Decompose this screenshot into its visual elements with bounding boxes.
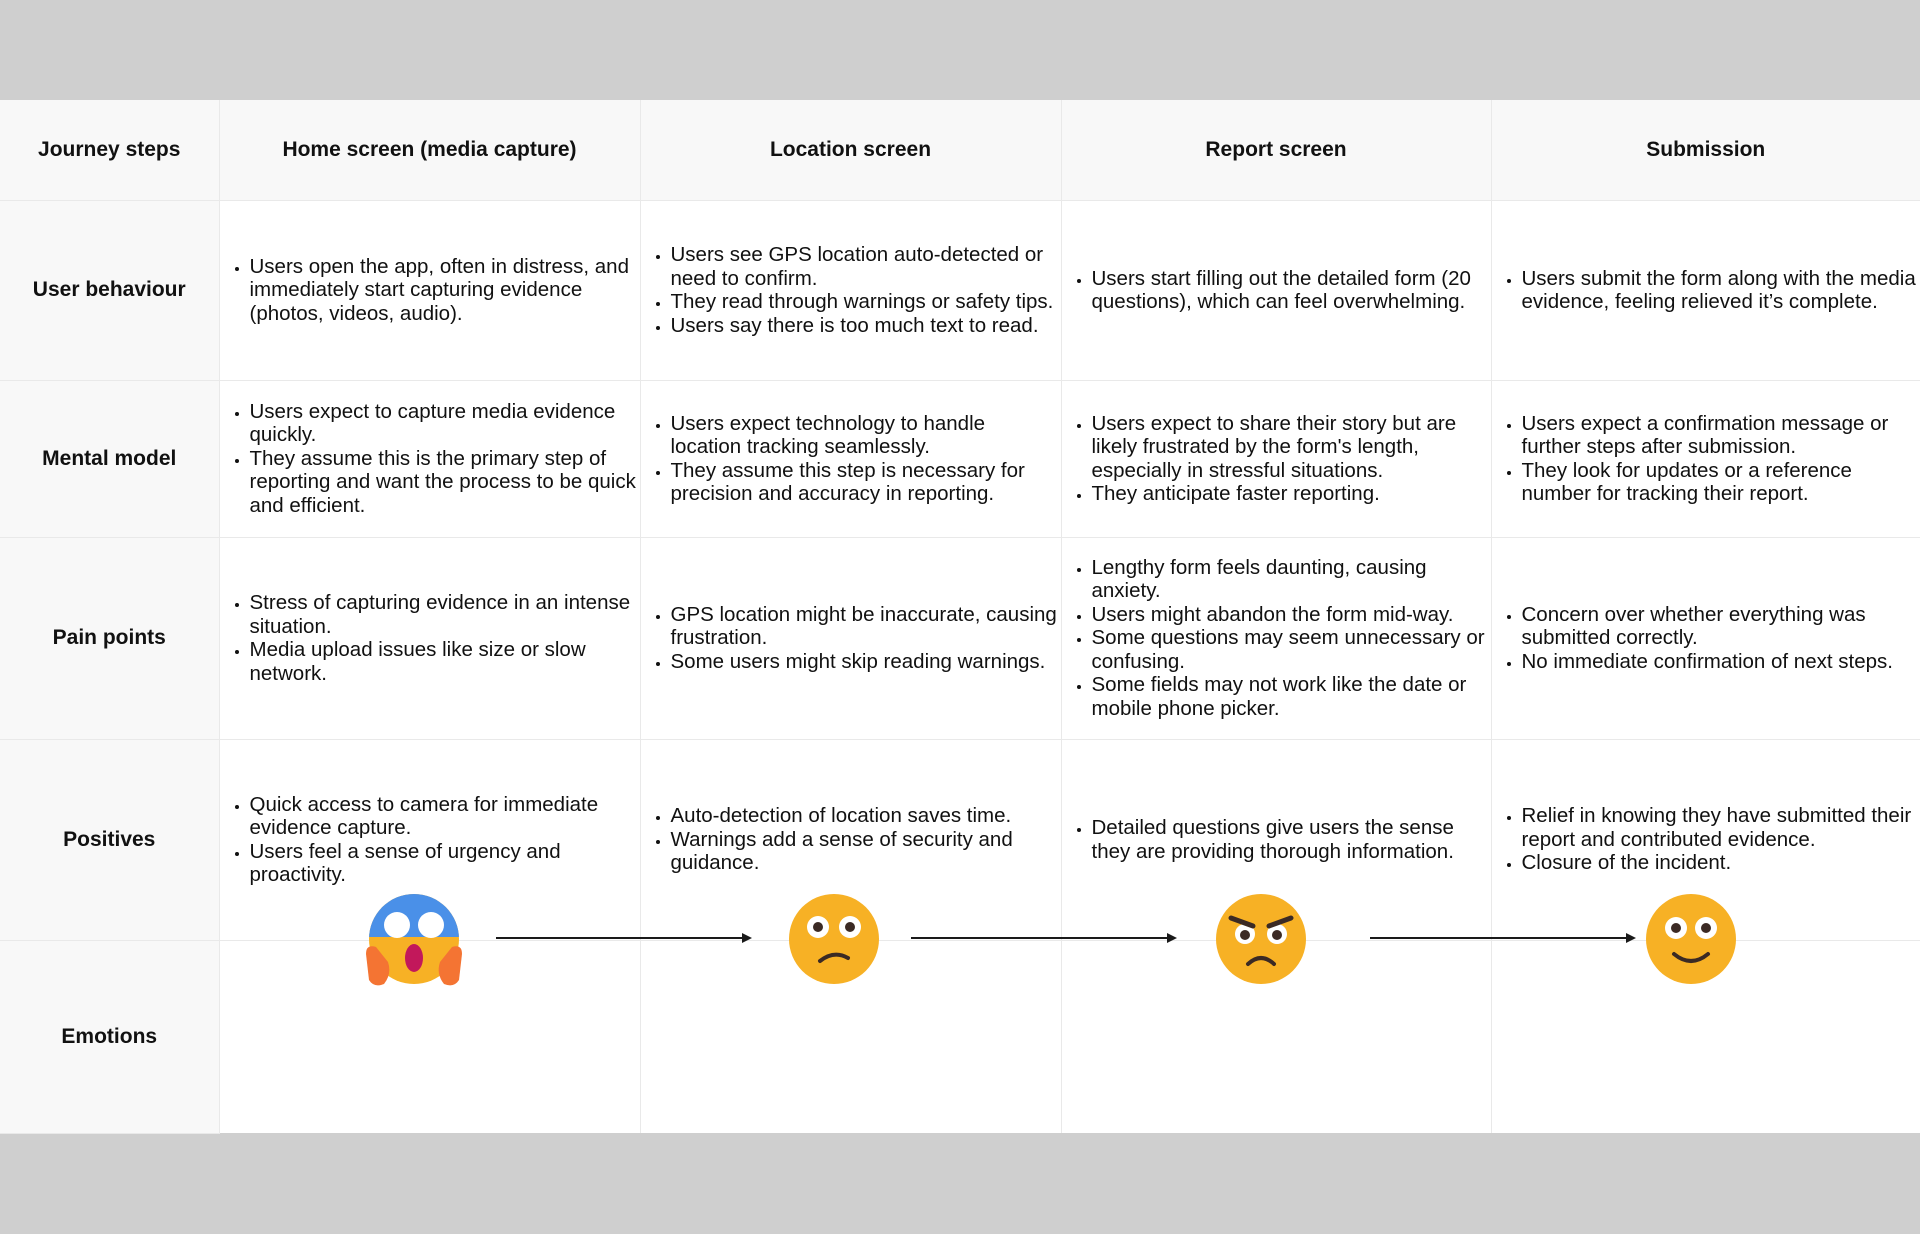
bullet-item: • Users submit the form along with the media evidence, feeling relieved it’s complete. [1522, 267, 1920, 314]
bullet-item: • Users see GPS location auto-detected or need to confirm. [671, 243, 1061, 290]
mental-model-row [0, 380, 1920, 537]
row-label-emotions: Emotions [0, 940, 219, 1133]
step-header-submission: Submission [1491, 100, 1920, 200]
step-header-location: Location screen [640, 100, 1061, 200]
bullet-item: • GPS location might be inaccurate, causing frustration. [671, 603, 1061, 650]
behaviour-cell-location [640, 200, 1061, 380]
mental-cell-home [219, 380, 640, 537]
mental-cell-submission [1491, 380, 1920, 537]
positives-cell-home [219, 739, 640, 940]
bullet-item: • Stress of capturing evidence in an intense situation. [250, 591, 640, 638]
positives-cell-report [1061, 739, 1491, 940]
bullet-item: • Detailed questions give users the sense they are providing thorough information. [1092, 816, 1491, 863]
user-behaviour-row [0, 200, 1920, 380]
header-row [0, 100, 1920, 200]
bullet-item: • Users feel a sense of urgency and proactivity. [250, 840, 640, 887]
pain-cell-location [640, 537, 1061, 739]
bullet-item: • Users might abandon the form mid-way. [1092, 603, 1491, 627]
journey-steps-header: Journey steps [0, 100, 219, 200]
bullet-item: • They assume this is the primary step of reporting and want the process to be quick and efficient. [250, 447, 640, 518]
bullet-item: • Users expect technology to handle location tracking seamlessly. [671, 412, 1061, 459]
mental-cell-report [1061, 380, 1491, 537]
emotions-row [0, 940, 1920, 1133]
behaviour-cell-report [1061, 200, 1491, 380]
pain-cell-home [219, 537, 640, 739]
positives-cell-location [640, 739, 1061, 940]
step-header-report: Report screen [1061, 100, 1491, 200]
journey-table [0, 100, 1920, 1134]
bullet-item: • Media upload issues like size or slow network. [250, 638, 640, 685]
bullet-item: • They read through warnings or safety tips. [671, 290, 1061, 314]
positives-cell-submission [1491, 739, 1920, 940]
bullet-item: • They look for updates or a reference number for tracking their report. [1522, 459, 1920, 506]
journey-map [0, 100, 1920, 1133]
pain-points-row [0, 537, 1920, 739]
emotion-cell-home [219, 940, 640, 1133]
bullet-item: • Some users might skip reading warnings. [671, 650, 1061, 674]
emotion-cell-submission [1491, 940, 1920, 1133]
bullet-item: • They anticipate faster reporting. [1092, 482, 1491, 506]
bullet-item: • Users expect a confirmation message or further steps after submission. [1522, 412, 1920, 459]
bullet-item: • Users start filling out the detailed form (20 questions), which can feel overwhelming. [1092, 267, 1491, 314]
bullet-item: • Users say there is too much text to read. [671, 314, 1061, 338]
mental-cell-location [640, 380, 1061, 537]
emotion-cell-location [640, 940, 1061, 1133]
bullet-item: • No immediate confirmation of next steps. [1522, 650, 1920, 674]
step-header-home: Home screen (media capture) [219, 100, 640, 200]
row-label-user-behaviour: User behaviour [0, 200, 219, 380]
row-label-mental-model: Mental model [0, 380, 219, 537]
row-label-pain-points: Pain points [0, 537, 219, 739]
behaviour-cell-home [219, 200, 640, 380]
bullet-item: • Relief in knowing they have submitted their report and contributed evidence. [1522, 804, 1920, 851]
behaviour-cell-submission [1491, 200, 1920, 380]
bullet-item: • Auto-detection of location saves time. [671, 804, 1061, 828]
bullet-item: • Warnings add a sense of security and guidance. [671, 828, 1061, 875]
bullet-item: • Concern over whether everything was submitted correctly. [1522, 603, 1920, 650]
pain-cell-submission [1491, 537, 1920, 739]
row-label-positives: Positives [0, 739, 219, 940]
bullet-item: • Lengthy form feels daunting, causing anxiety. [1092, 556, 1491, 603]
bullet-item: • Some questions may seem unnecessary or confusing. [1092, 626, 1491, 673]
bullet-item: • Quick access to camera for immediate evidence capture. [250, 793, 640, 840]
pain-cell-report [1061, 537, 1491, 739]
positives-row [0, 739, 1920, 940]
bullet-item: • Users open the app, often in distress, and immediately start capturing evidence (photos, videos, audio). [250, 255, 640, 326]
bullet-item: • Closure of the incident. [1522, 851, 1920, 875]
bullet-item: • They assume this step is necessary for precision and accuracy in reporting. [671, 459, 1061, 506]
bullet-item: • Some fields may not work like the date or mobile phone picker. [1092, 673, 1491, 720]
bullet-item: • Users expect to capture media evidence quickly. [250, 400, 640, 447]
emotion-cell-report [1061, 940, 1491, 1133]
bullet-item: • Users expect to share their story but are likely frustrated by the form's length, especially in stressful situations. [1092, 412, 1491, 483]
